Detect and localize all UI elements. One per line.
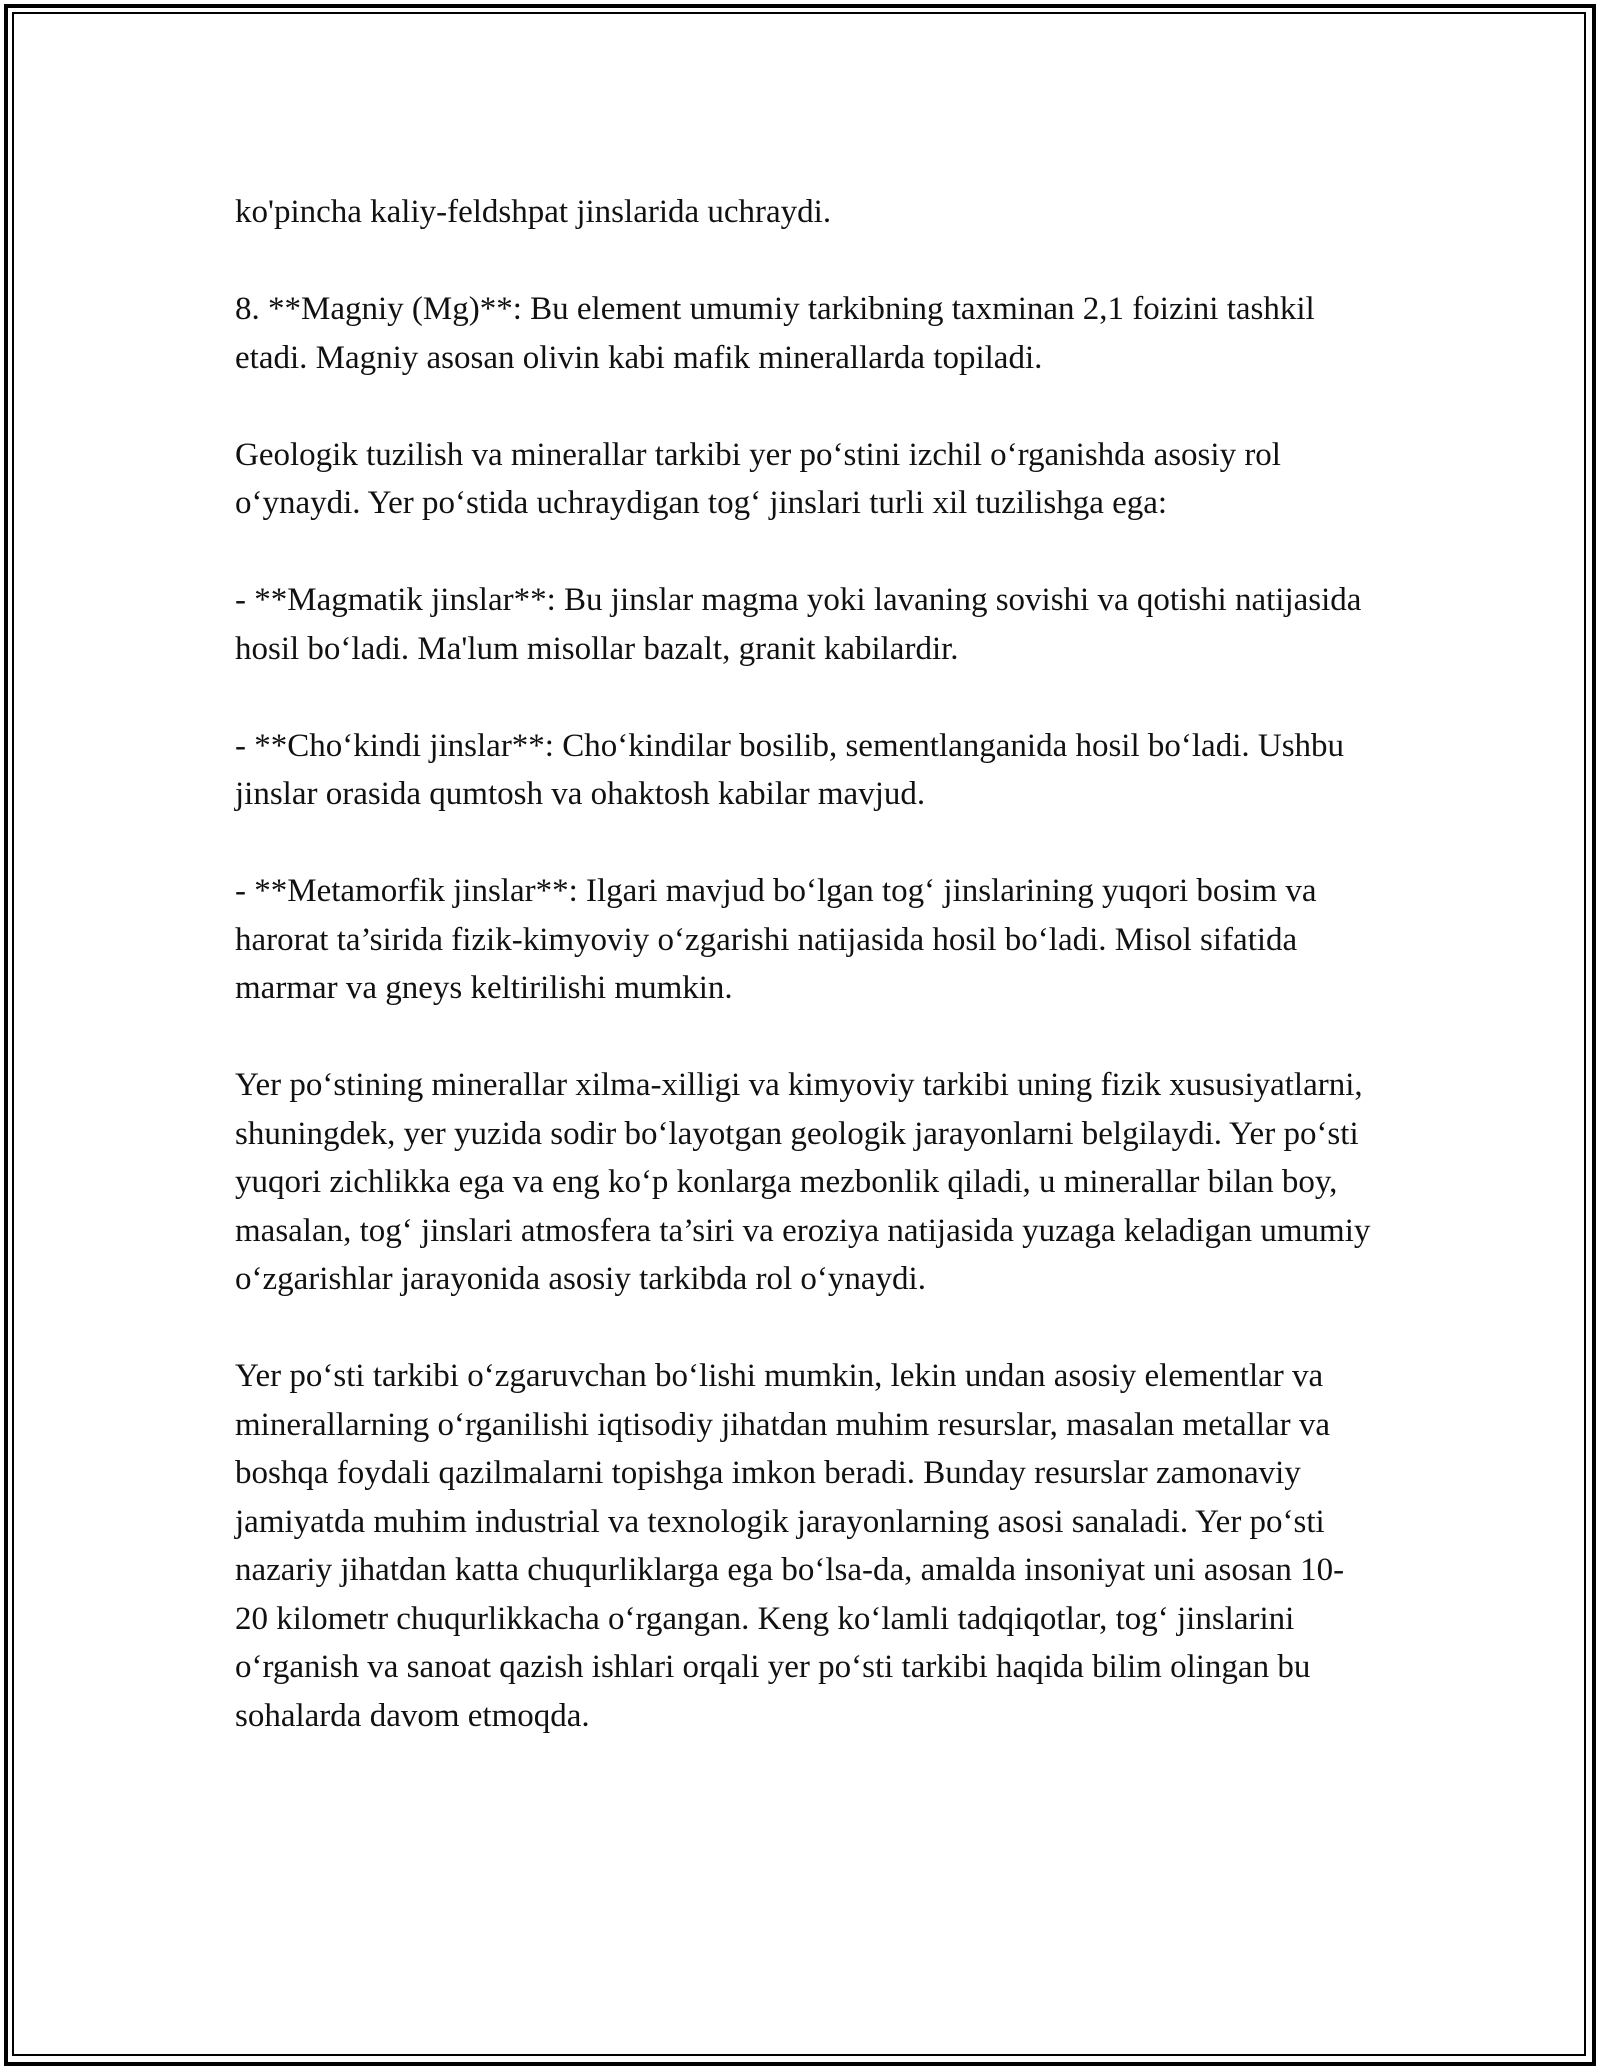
list-item-magmatik: - **Magmatik jinslar**: Bu jinslar magma yoki lavaning sovishi va qotishi natijasida hosil bo‘ladi. Ma'lum misollar bazalt, granit kabilardir. (235, 582, 1362, 667)
paragraph-continuation: ko'pincha kaliy-feldshpat jinslarida uchraydi. (235, 194, 832, 230)
document-body (235, 188, 1375, 1740)
paragraph-geologik-tuzilish: Geologik tuzilish va minerallar tarkibi yer po‘stini izchil o‘rganishda asosiy rol o‘ynaydi. Yer po‘stida uchraydigan tog‘ jinslari turli xil tuzilishga ega: (235, 436, 1281, 521)
paragraph-magniy: 8. **Magniy (Mg)**: Bu element umumiy tarkibning taxminan 2,1 foizini tashkil etadi. Magniy asosan olivin kabi mafik minerallarda topiladi. (235, 291, 1315, 376)
list-item-metamorfik: - **Metamorfik jinslar**: Ilgari mavjud bo‘lgan tog‘ jinslarining yuqori bosim va harorat ta’sirida fizik-kimyoviy o‘zgarishi natijasida hosil bo‘ladi. Misol sifatida marmar va gneys keltirilishi mumkin. (235, 873, 1317, 1006)
paragraph-resurslar: Yer po‘sti tarkibi o‘zgaruvchan bo‘lishi mumkin, lekin undan asosiy elementlar va minerallarning o‘rganilishi iqtisodiy jihatdan muhim resurslar, masalan metallar va boshqa foydali qazilmalarni topishga imkon beradi. Bunday resurslar zamonaviy jamiyatda muhim industrial va texnologik jarayonlarning asosi sanaladi. Yer po‘sti nazariy jihatdan katta chuqurliklarga ega bo‘lsa-da, amalda insoniyat uni asosan 10-20 kilometr chuqurlikkacha o‘rgangan. Keng ko‘lamli tadqiqotlar, tog‘ jinslarini o‘rganish va sanoat qazish ishlari orqali yer po‘sti tarkibi haqida bilim olingan bu sohalarda davom etmoqda. (235, 1358, 1345, 1734)
paragraph-minerallar-xilma-xilligi: Yer po‘stining minerallar xilma-xilligi va kimyoviy tarkibi uning fizik xususiyatlarni, shuningdek, yer yuzida sodir bo‘layotgan geologik jarayonlarni belgilaydi. Yer po‘sti yuqori zichlikka ega va eng ko‘p konlarga mezbonlik qiladi, u minerallar bilan boy, masalan, tog‘ jinslari atmosfera ta’siri va eroziya natijasida yuzaga keladigan umumiy o‘zgarishlar jarayonida asosiy tarkibda rol o‘ynaydi. (235, 1067, 1371, 1297)
list-item-chokindi: - **Cho‘kindi jinslar**: Cho‘kindilar bosilib, sementlanganida hosil bo‘ladi. Ushbu jinslar orasida qumtosh va ohaktosh kabilar mavjud. (235, 727, 1345, 812)
